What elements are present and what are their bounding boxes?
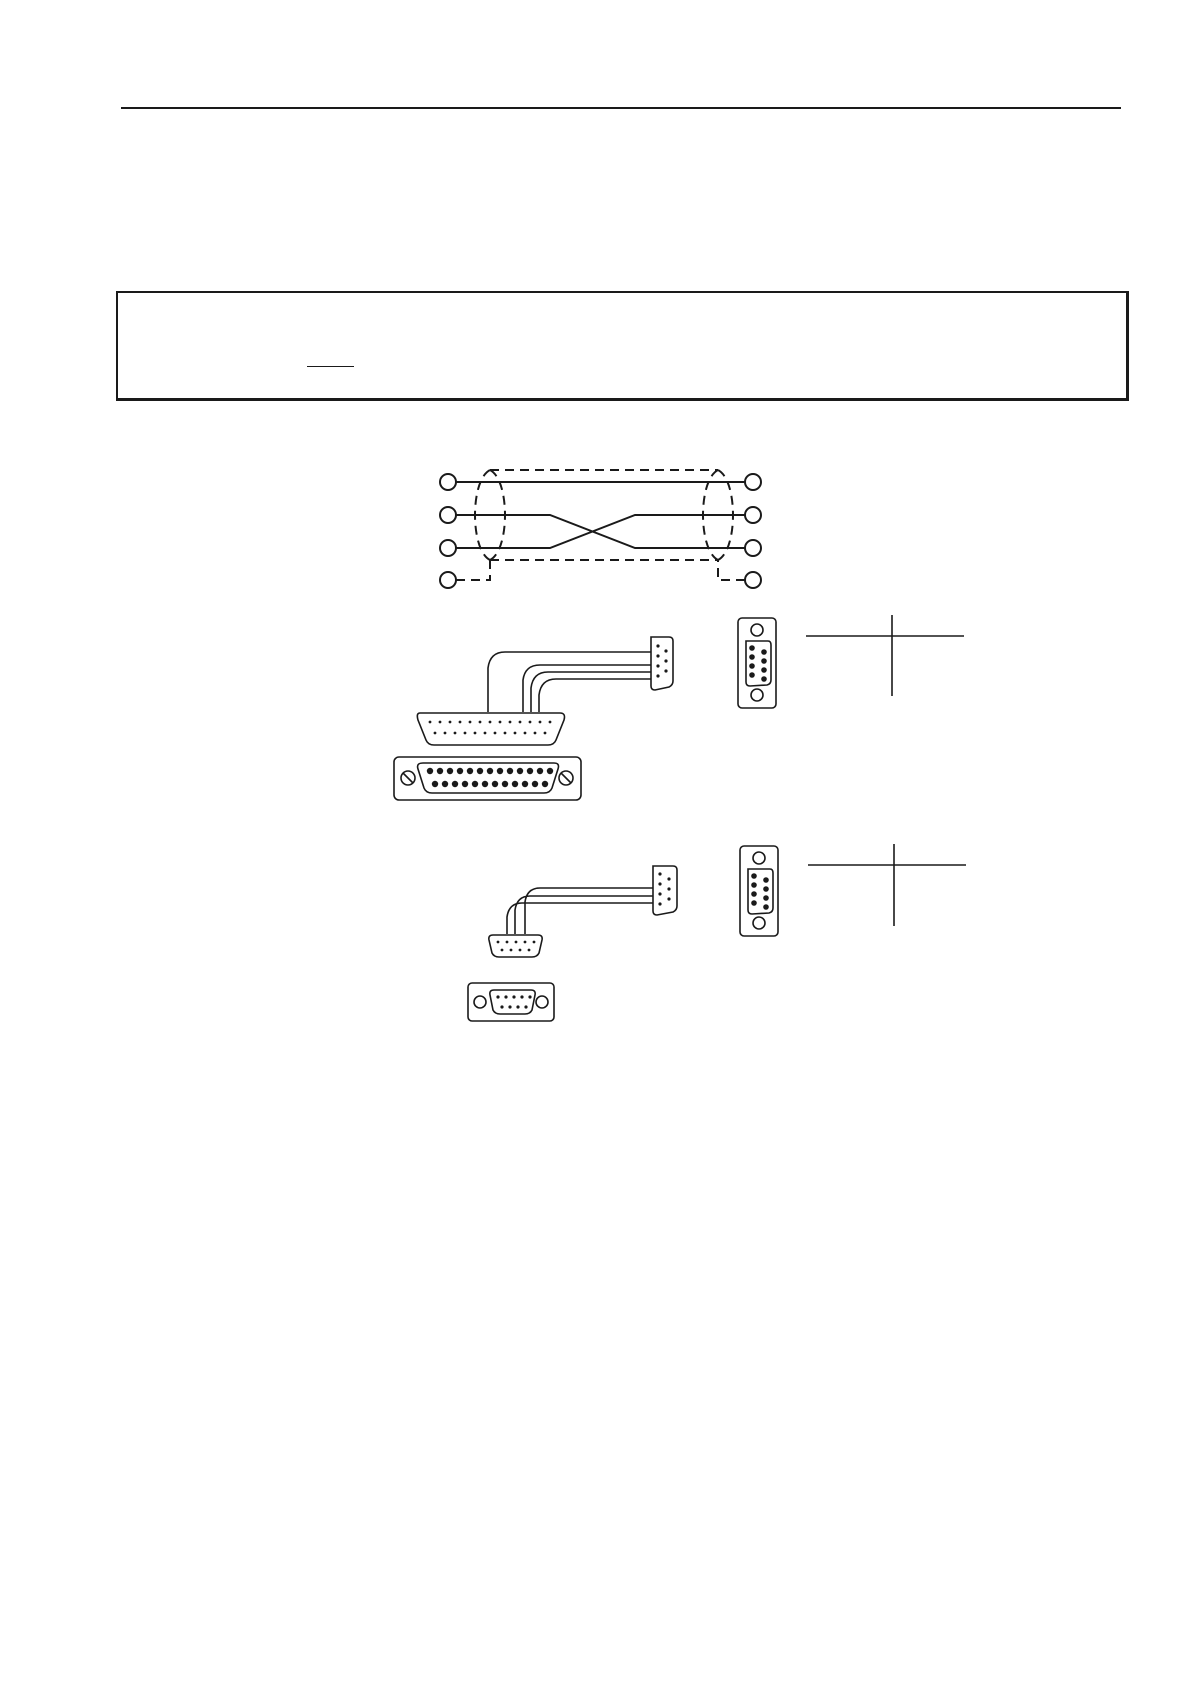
right-terminal-2 <box>745 507 761 523</box>
left-terminal-2 <box>440 507 456 523</box>
db25-plug-end <box>417 713 564 745</box>
wire-2-cross <box>456 515 745 548</box>
right-terminal-4 <box>745 572 761 588</box>
cable-db25-to-db9 <box>417 637 673 745</box>
db9-plug-end-3 <box>489 935 542 957</box>
db9-panel-connector-2 <box>740 844 966 936</box>
left-terminal-1 <box>440 474 456 490</box>
cable-db9-to-db9 <box>489 866 677 957</box>
right-terminal-1 <box>745 474 761 490</box>
left-terminal-3 <box>440 540 456 556</box>
crossover-schematic <box>440 470 761 588</box>
db9-plug-end-1 <box>651 637 673 690</box>
db9-plug-end-2 <box>653 866 677 915</box>
cable-1-wires <box>488 652 651 712</box>
wire-3-cross <box>456 515 745 548</box>
cable-2-wires <box>507 888 653 934</box>
db25-panel-connector <box>394 757 581 800</box>
db9-panel-connector-1 <box>738 615 964 708</box>
right-terminal-3 <box>745 540 761 556</box>
db9-horizontal-panel-connector <box>468 983 554 1021</box>
cable-shield <box>456 470 745 580</box>
left-terminal-4 <box>440 572 456 588</box>
